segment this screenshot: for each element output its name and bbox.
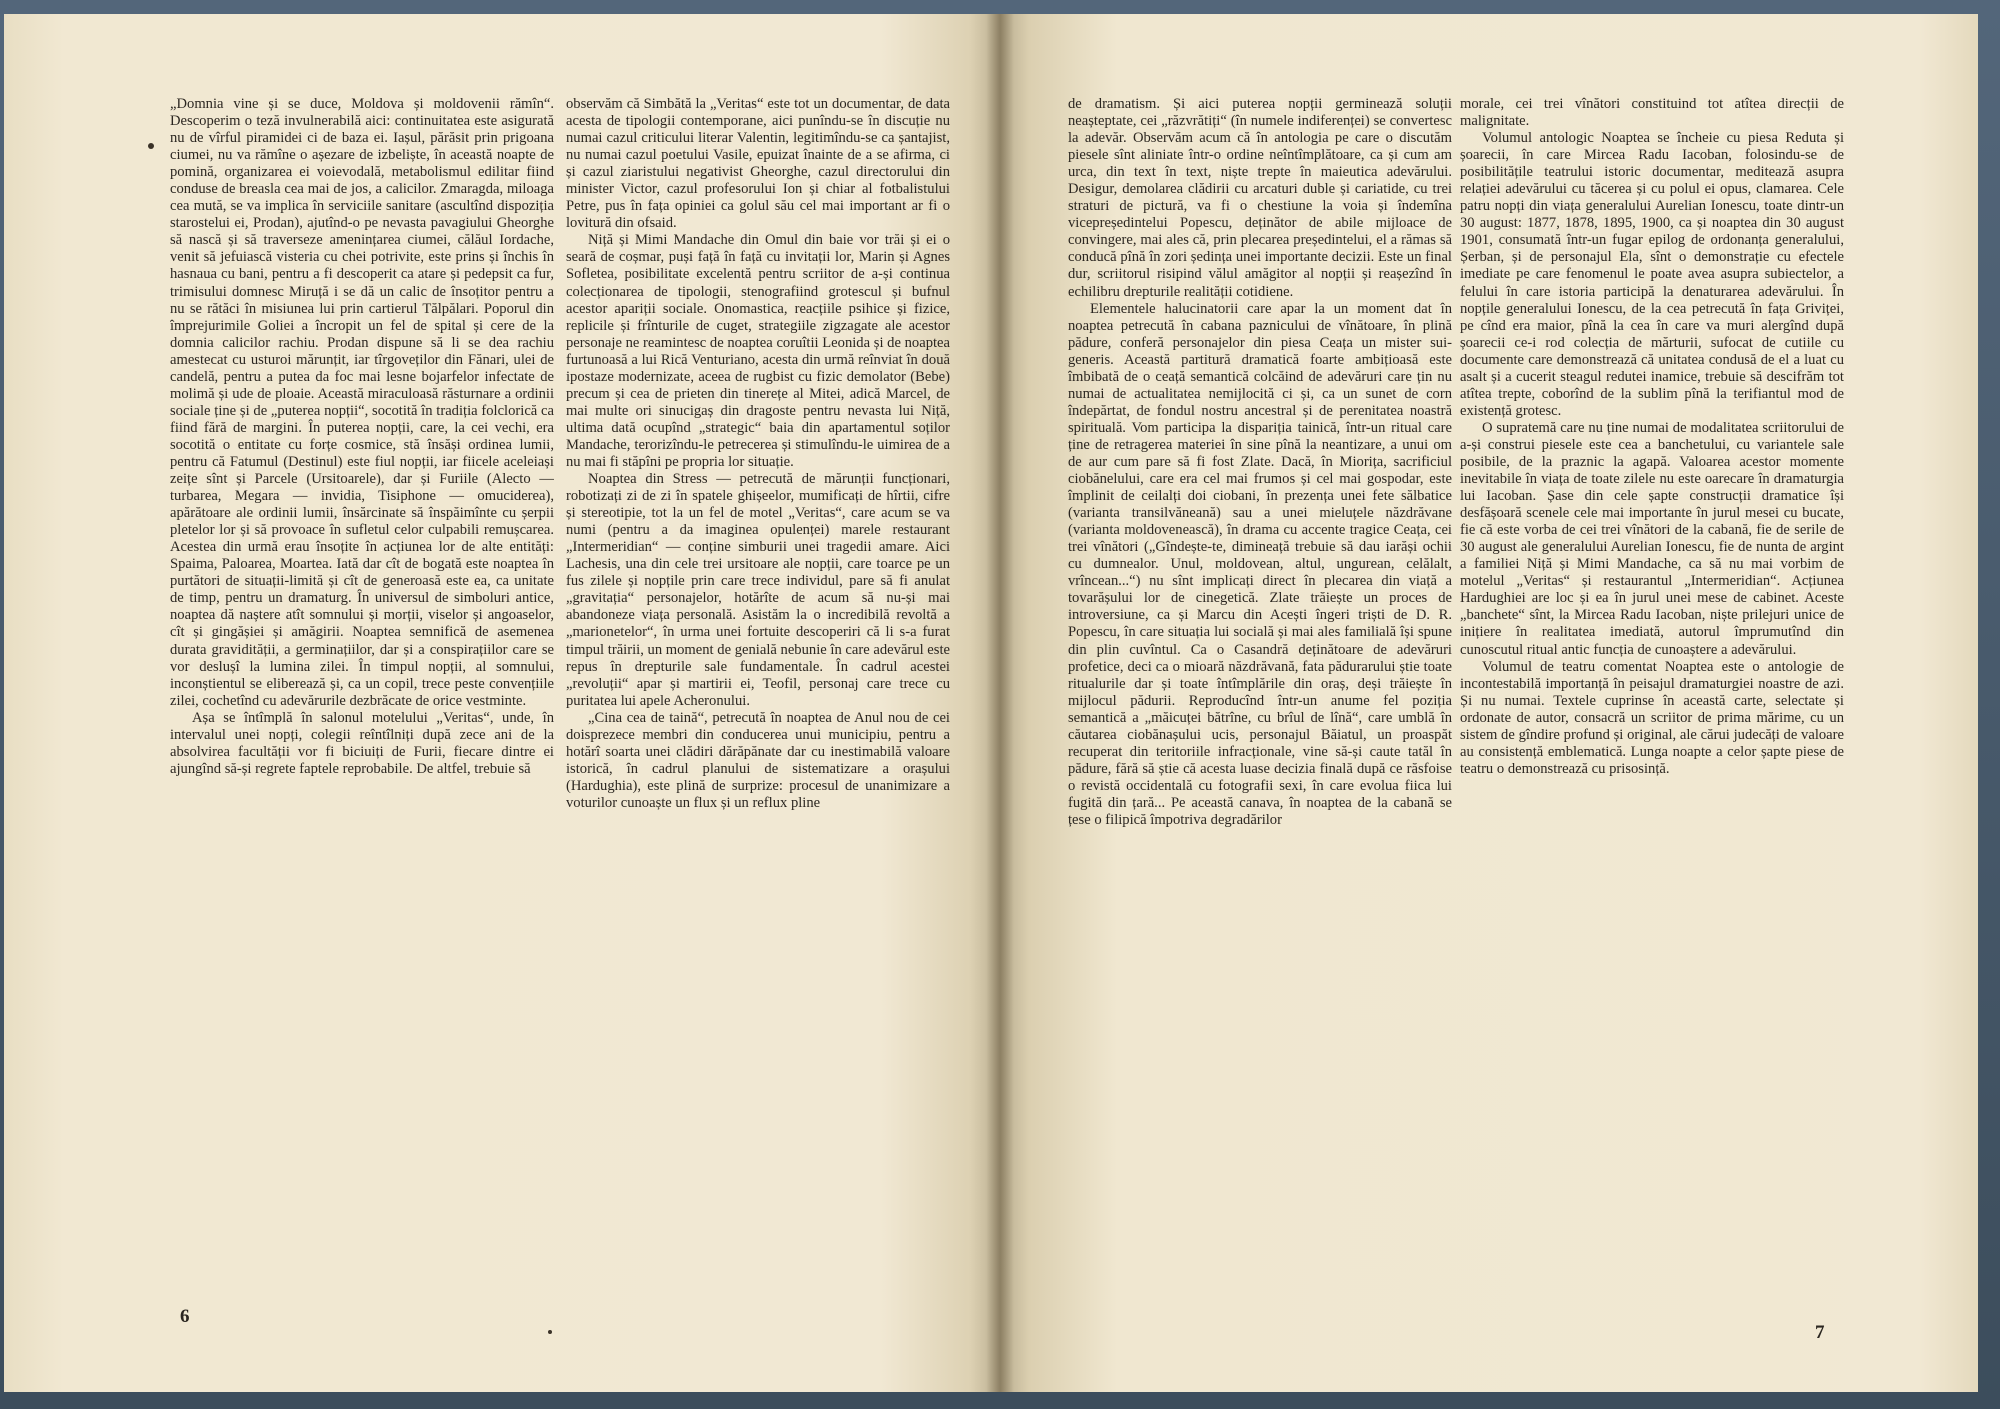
paragraph: Niță și Mimi Mandache din Omul din baie vor trăi și ei o seară de coșmar, puși față în față cu invitații lor, Marin și Agnes Sofletea, posibilitate excelentă pentru scriitor de a-și continua colecționarea de tipologii, stenografiind grotescul și bufnul acestor apariții sociale. Onomastica, reacțiile psihice și fizice, replicile și frînturile de cuget, strategiile zigzagate ale acestor personaje ne reamintesc de noaptea coruîtii Leonida și de noaptea furtunoasă a lui Rică Venturiano, acesta din urmă reînviat în două ipostaze modernizate, aceea de rugbist cu fizic demolator (Bebe) precum și cea de prieten din tinerețe al Mitei, adică Marcel, de mai multe ori sinucigaș din dragoste pentru nevasta lui Niță, ultima dată ocupînd „strategic“ baia din apartamentul soților Mandache, terorizîndu-le petrecerea și stimulîndu-le uimirea de a nu mai fi stăpîni pe propria lor situație. — [566, 232, 950, 470]
book-gutter — [986, 14, 1014, 1392]
paragraph: morale, cei trei vînători constituind tot atîtea direcții de malignitate. — [1460, 96, 1844, 130]
right-column-1 — [1068, 96, 1452, 1276]
paragraph: de dramatism. Și aici puterea nopții germinează soluții neașteptate, cei „răzvrătiți“ (în numele indiferenței) se convertesc la adevăr. Observăm acum că în antologia pe care o discutăm piesele sînt aliniate într-o ordine neîntîmplătoare, ca și cum am urca, din text în text, niște trepte în maieutica adevărului. Desigur, demolarea clădirii cu arcaturi duble și cariatide, cu trei straturi de pictură, va fi o chestiune la voia și îndemîna vicepreședintelui Popescu, deținător de abile mijloace de convingere, mai ales că, prin plecarea președintelui, el a rămas să conducă pînă în zori ședința unei importante decizii. Este un final dur, scriitorul risipind vălul amăgitor al nopții și reașezînd în echilibru drepturile realității cotidiene. — [1068, 96, 1452, 300]
left-column-2 — [566, 96, 950, 1276]
paragraph: „Domnia vine și se duce, Moldova și moldovenii rămîn“. Descoperim o teză invulnerabilă aici: continuitatea este asigurată nu de vîrful piramidei ci de baza ei. Iașul, părăsit prin prigoana ciumei, nu va rămîne o așezare de izbeliște, în această noapte de pomină, organizarea ei voievodală, metabolismul edilitar fiind conduse de breasla cea mai de jos, a calicilor. Zmaragda, miloaga cea mută, se va implica în serviciile sanitare (ascultînd dispoziția starostelui ei, Prodan), ajutînd-o pe nevasta pavagiului Gheorghe să nască și să traverseze amenințarea ciumei, călăul Iordache, venit să jefuiască visteria cu chei potrivite, este prins și închis în hasnaua cu bani, pentru a fi descoperit ca atare și pedepsit ca fur, trimisului domnesc Miruță i se dă un calic de însoțitor pentru a nu se rătăci în misiunea lui prin cartierul Tălpălari. Poporul din împrejurimile Goliei a încropit un fel de spital și cere de la domnia calicilor rachiu. Prodan dispune să li se dea rachiu amestecat cu usturoi mărunțit, iar tîrgoveților din Fănari, ulei de candelă, pentru a putea da foc mai lesne bojarfelor infectate de molimă și ude de ploaie. Această miraculoasă răsturnare a ordinii sociale ține și de „puterea nopții“, socotită în tradiția folclorică ca fiind fără de margini. În puterea nopții, care, la cei vechi, era socotită o entitate cu forțe cosmice, stă însăși ordinea lumii, pentru că Fatumul (Destinul) este fiul nopții, iar fiicele aceleiași zeițe sînt și Parcele (Ursitoarele), dar și Furiile (Alecto — turbarea, Megara — invidia, Tisiphone — omuciderea), apărătoare ale ordinii lumii, însărcinate să înspăimînte cu șerpii pletelor lor și să provoace în sufletul celor culpabili remușcarea. Acestea din urmă erau însoțite în acțiunea lor de alte entități: Spaima, Paloarea, Moartea. Iată dar cît de bogată este noaptea în purtători de situații-limită și cît de generoasă este ea, ca unitate de timp, pentru un dramaturg. În universul de simboluri antice, noaptea dă naștere atît somnului și morții, viselor și angoaselor, cît și gingășiei și amăgirii. Noaptea semnifică de asemenea durata gravidității, a germinațiilor, dar și a conspirațiilor care se vor deslușî la lumina zilei. În timpul nopții, al somnului, inconștientul se eliberează și, ca un copil, trece peste convențiile zilei, cochetînd cu adevărurile dezbrăcate de orice vestminte. — [170, 96, 554, 709]
paragraph: O supratemă care nu ține numai de modalitatea scriitorului de a-și construi piesele este cea a banchetului, cu variantele sale posibile, de la praznic la agapă. Valoarea acestor momente inevitabile în viața de toate zilele nu este oarecare în dramaturgia lui Iacoban. Șase din cele șapte construcții dramatice își desfășoară scenele cele mai importante în jurul mesei cu bucate, fie că este vorba de cei trei vînători de la cabană, fie de serile de 30 august ale generalului Aurelian Ionescu, fie de nunta de argint a familiei Niță și Mimi Mandache, ca să nu mai vorbim de motelul „Veritas“ și restaurantul „Intermeridian“. Acțiunea Hardughiei are loc și ea în jurul unei mese de cabinet. Aceste „banchete“ sînt, la Mircea Radu Iacoban, niște prilejuri unice de inițiere în realitatea imediată, autorul împrumutînd din cunoscutul ritual antic funcția de cunoaștere a adevărului. — [1460, 419, 1844, 658]
left-column-1 — [170, 96, 554, 1276]
paragraph: Volumul antologic Noaptea se încheie cu piesa Reduta și șoarecii, în care Mircea Radu Iacoban, folosindu-se de posibilitățile teatrului istoric documentar, meditează asupra relației adevărului cu tăcerea și cu polul ei opus, clamarea. Cele patru nopți din viața generalului Aurelian Ionescu, toate dintr-un 30 august: 1877, 1878, 1895, 1900, ca și noaptea din 30 august 1901, consumată într-un fugar epilog de ordonanța generalului, Șerban, și de personajul Ela, sînt o demonstrație cu efectele imediate pe care fenomenul le poate avea asupra subiectelor, a felului în care istoria participă la denaturarea adevărului. În nopțile generalului Ionescu, de la cea petrecută în fața Griviței, pe cînd era maior, pînă la cea în care va muri alergînd după șoarecii ce-i rod colecția de mărturii, sufocat de cutiile cu documente care demonstrează că unitatea condusă de el a luat cu asalt și a cucerit steagul redutei inamice, trebuie să descifrăm tot atîtea trepte, coborînd de la sublim pînă la terifiantul mod de existență grotesc. — [1460, 130, 1844, 419]
paragraph: Volumul de teatru comentat Noaptea este o antologie de incontestabilă importanță în peisajul dramaturgiei noastre de azi. Și nu numai. Textele cuprinse în această carte, selectate și ordonate de autor, consacră un scriitor de prima mărime, cu un sistem de gîndire profund și original, ale cărui judecăți de valoare au consistență emblematică. Lunga noapte a celor șapte piese de teatru o demonstrează cu prisosință. — [1460, 658, 1844, 777]
margin-dot — [548, 1330, 552, 1334]
paragraph: Noaptea din Stress — petrecută de mărunții funcționari, robotizați zi de zi în spatele ghișeelor, mumificați de hîrtii, cifre și stereotipie, tot la un fel de motel „Veritas“, care acum se va numi (pentru a da imaginea opulenței) marele restaurant „Intermeridian“ — conține simburii unei tragedii amare. Aici Lachesis, una din cele trei ursitoare ale nopții, care toarce pe un fus zilele și nopțile prin care trece individul, pare să fi anulat „gravitația“ personajelor, hotărîte de acum să nu-și mai abandoneze viața personală. Asistăm la o incredibilă revoltă a „marionetelor“, în urma unei fortuite descoperiri că li s-a furat timpul trăirii, un moment de genială nebunie în care adevărul este repus în drepturile sale fundamentale. În cadrul acestei „revoluții“ apar și martirii ei, Teofil, personaj care trece cu puritatea lui apele Acheronului. — [566, 471, 950, 709]
paragraph: Așa se întîmplă în salonul motelului „Veritas“, unde, în intervalul unei nopți, colegii reîntîlniți după zece ani de la absolvirea facultății vor fi biciuiți de Furii, fiecare dintre ei ajungînd să-și regrete faptele reprobabile. De altfel, trebuie să — [170, 709, 554, 777]
paragraph: Elementele halucinatorii care apar la un moment dat în noaptea petrecută în cabana paznicului de vînătoare, în plină pădure, conferă personajelor din piesa Ceața un mister sui-generis. Această partitură dramatică foarte ambițioasă este îmbibată de o ceață semantică colcăind de adevăruri care țin nu numai de actualitatea nemijlocită ci și, ca un sunet de corn îndepărtat, de fondul nostru ancestral și de perenitatea noastră spirituală. Vom participa la dispariția tainică, într-un ritual care ține de retragerea materiei în sine pînă la neantizare, a unui om de aur cum pare să fi fost Zlate. Dacă, în Miorița, sacrificiul ciobănelului, care era cel mai frumos și cel mai gospodar, este împlinit de ceilalți doi ciobani, în prezența unei fete sălbatice (varianta transilvăneană) sau a unei mieluțele năzdrăvane (varianta moldovenească), în drama cu accente tragice Ceața, cei trei vînători („Gîndește-te, dimineață trebuie să dau iarăși ochii cu dumnealor. Unul, moldovean, altul, ungurean, celălalt, vrîncean...“) nu sînt implicați direct în plecarea din viață a tovarășului lor de cinegetică. Zlate trăiește un proces de introversiune, ca și Marcu din Acești îngeri triști de D. R. Popescu, în care situația lui socială și mai ales familială își spune din plin cuvîntul. Ca o Casandră deținătoare de adevăruri profetice, deci ca o mioară năzdrăvană, fata pădurarului știe toate ritualurile dar și toate întîmplările din oraș, deși trăiește în mijlocul pădurii. Reproducînd într-un anume fel poziția semantică a „măicuței bătrîne, cu brîul de lînă“, care umblă în căutarea ciobănașului ucis, personajul Băiatul, un proaspăt recuperat din teritoriile infracționale, vine să-și caute tatăl în pădure, fără să știe că acesta luase decizia finală după ce răsfoise o revistă occidentală cu fotografii sexi, în care evolua fiica lui fugită din țară... Pe această canava, în noaptea de la cabană se țese o filipică împotriva degradărilor — [1068, 300, 1452, 828]
paragraph: observăm că Simbătă la „Veritas“ este tot un documentar, de data acesta de tipologii contemporane, aici punîndu-se în discuție nu numai cazul criticului literar Valentin, legitimîndu-se ca șantajist, nu numai cazul poetului Vasile, epuizat înainte de a se afirma, ci și cazul ziaristului negativist Gheorghe, cazul directorului din minister Victor, cazul profesorului Ion și chiar al fotbalistului Petre, pus în fața opiniei ca golul său cel mai important ar fi o lovitură din ofsaid. — [566, 96, 950, 232]
paragraph: „Cina cea de taină“, petrecută în noaptea de Anul nou de cei doisprezece membri din conducerea unui municipiu, pentru a hotărî soarta unei clădiri dărăpănate dar cu inestimabilă valoare istorică, în cadrul planului de sistematizare a orașului (Hardughia), este plină de surprize: procesul de unanimizare a voturilor cunoaște un flux și un reflux pline — [566, 709, 950, 811]
margin-dot — [148, 143, 154, 149]
page-number-right: 7 — [1815, 1322, 1825, 1343]
right-column-2 — [1460, 96, 1844, 1276]
page-number-left: 6 — [180, 1306, 190, 1327]
